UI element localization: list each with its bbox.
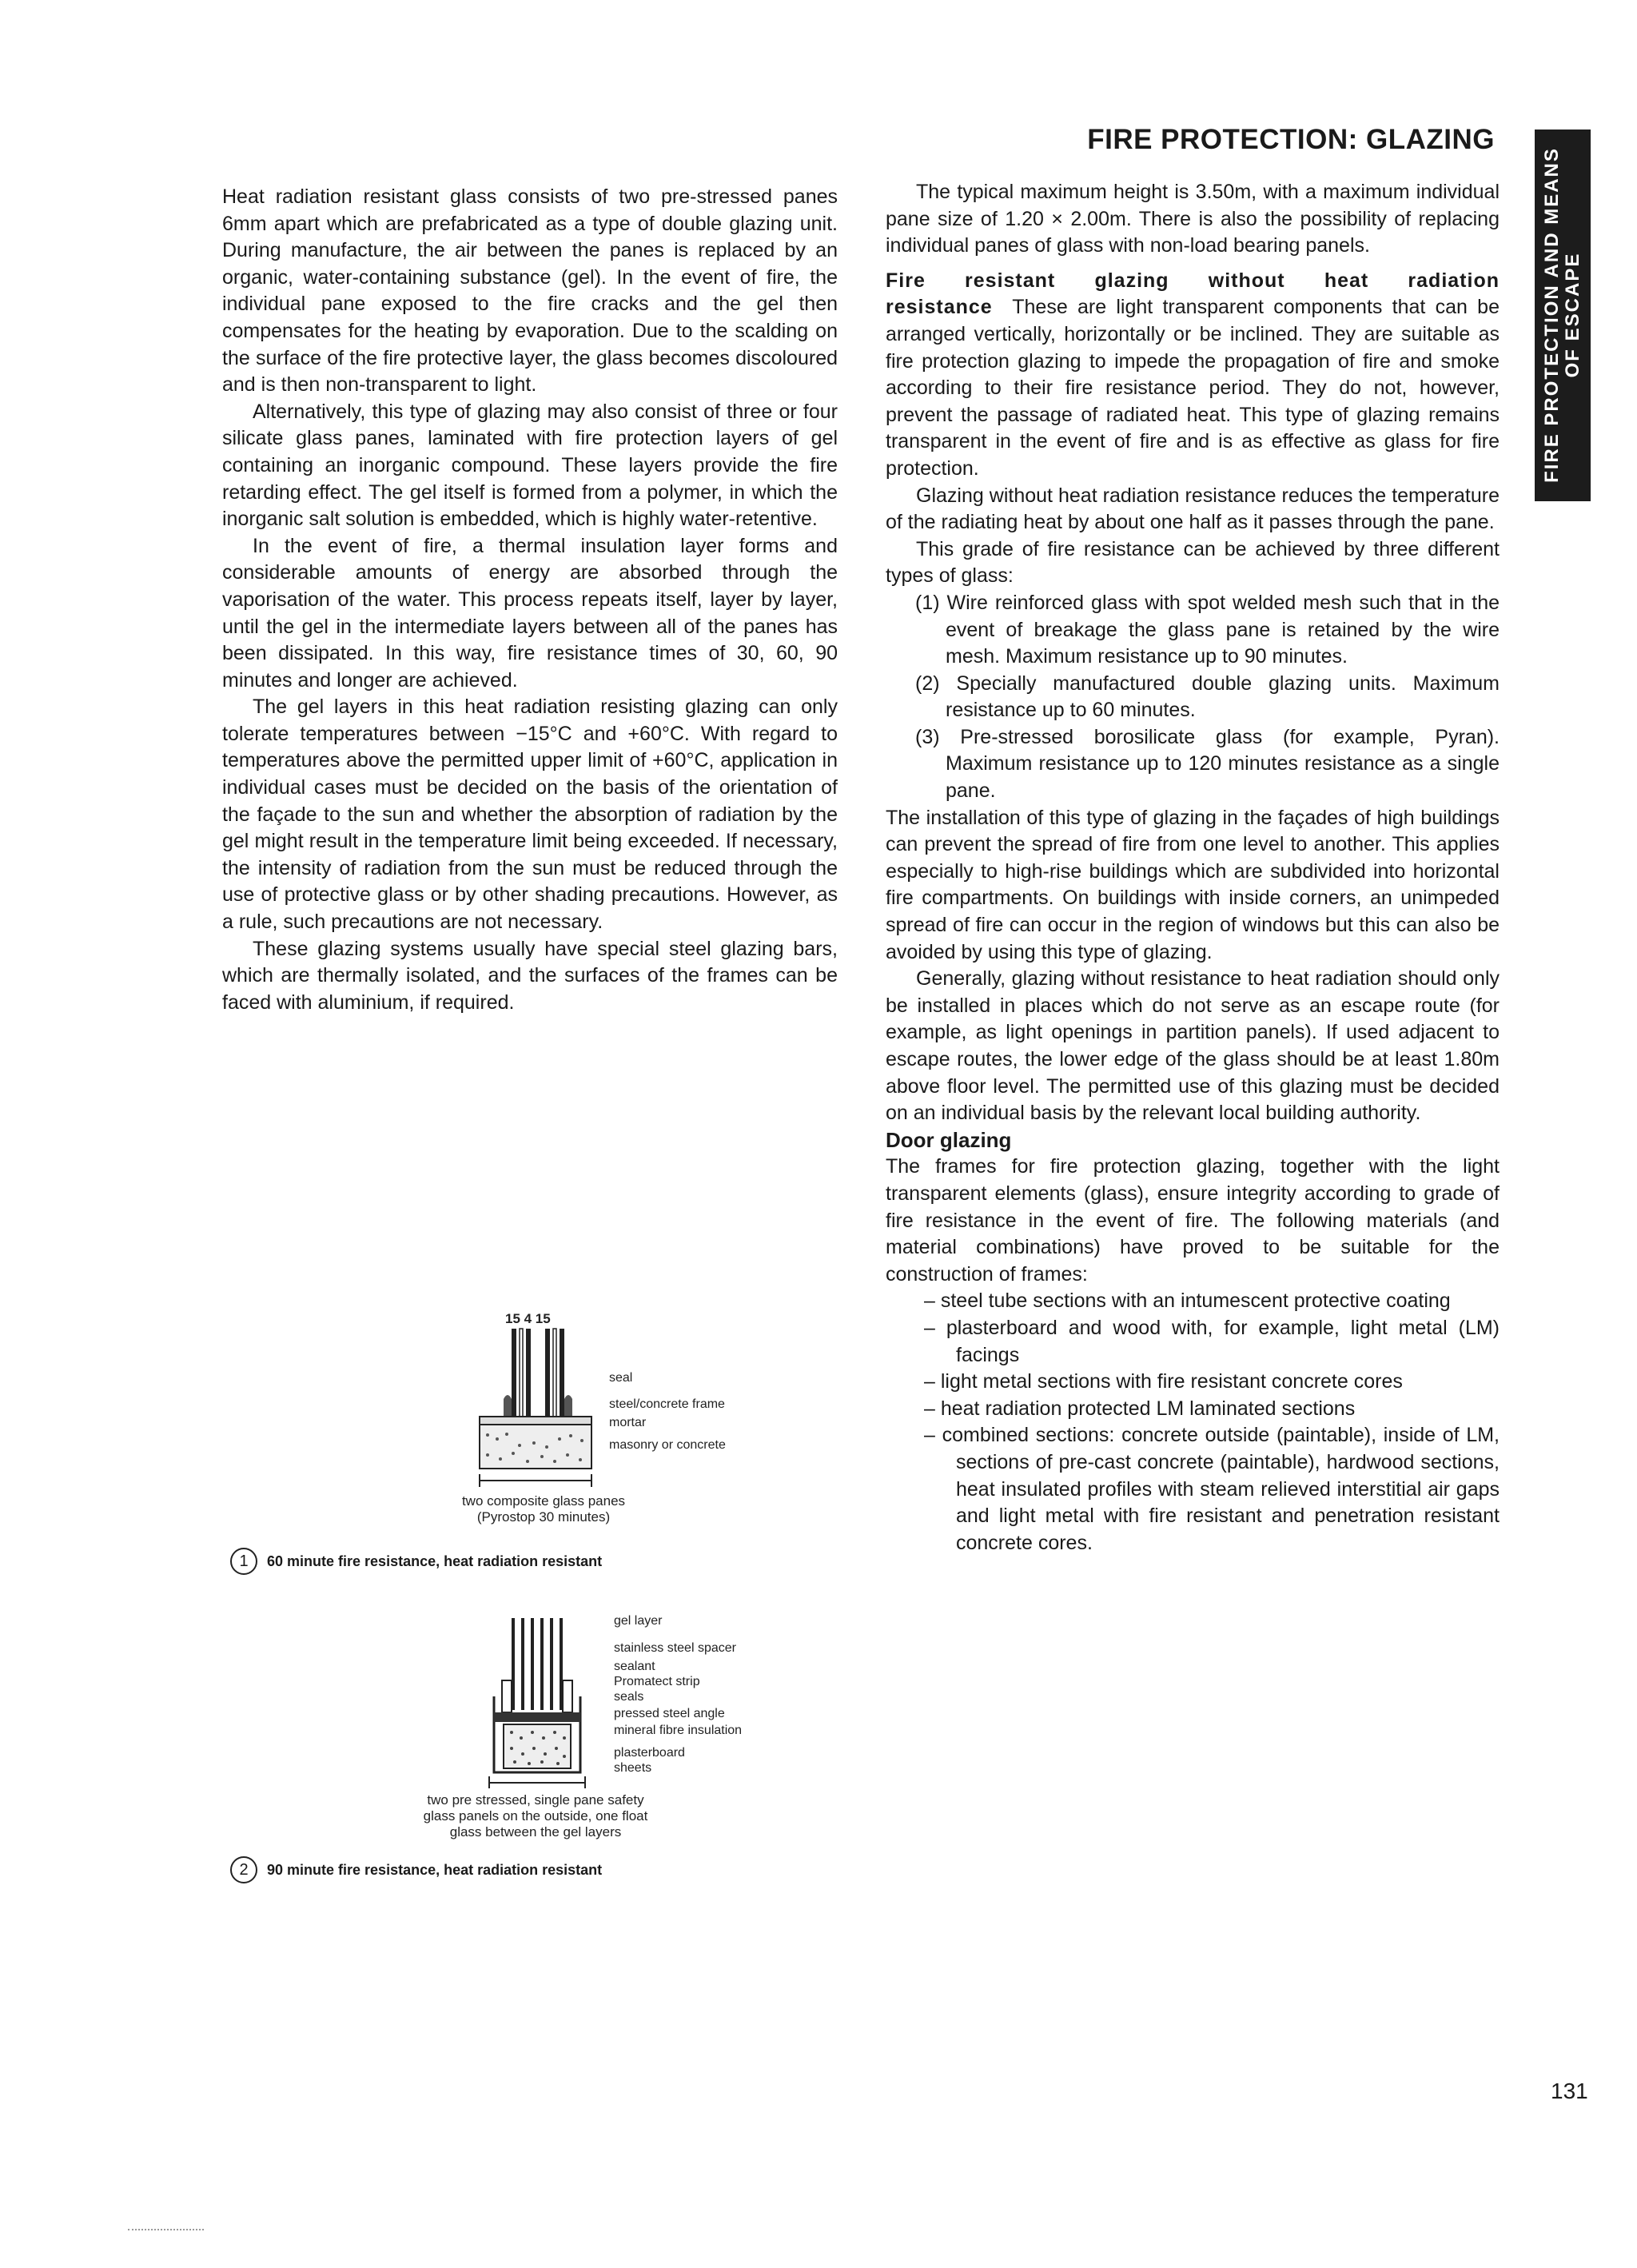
page-title: FIRE PROTECTION: GLAZING — [1087, 124, 1495, 155]
paragraph: The gel layers in this heat radiation resisting glazing can only tolerate temperatures between −15°C and +60°C. With regard to temperatures above the permitted upper limit of +60°C, application in individual cases must be decided on the basis of the orientation of the façade to the sun and whether the absorption of radiation by the gel might result in the temperature limit being exceeded. If necessary, the intensity of radiation from the sun must be reduced through the use of protective glass or by other shading precautions. However, as a rule, such precautions are not necessary. — [222, 696, 838, 934]
figure-2-caption — [392, 1792, 679, 1840]
figure-number-circle: 1 — [230, 1548, 257, 1575]
paragraph: The typical maximum height is 3.50m, with a maximum individual pane size of 1.20 × 2.00m. There is also the possibility of replacing individual panes of glass with non-load bearing panels. — [886, 181, 1500, 257]
footer-mark — [128, 2229, 204, 2230]
figure-2-label: mineral fibre insulation — [614, 1724, 743, 1737]
figure-1-label: seal — [609, 1371, 633, 1385]
figure-1-caption — [416, 1493, 671, 1525]
figure-1-drawing — [472, 1327, 599, 1487]
figure-number-circle: 2 — [230, 1856, 257, 1883]
figure-2-label: sealant — [614, 1660, 655, 1673]
figure-2-label: stainless steel spacer — [614, 1641, 736, 1655]
paragraph-text: These are light transparent components that can be arranged vertically, horizontally or be inclined. They are suitable as fire protection glazing to impede the propagation of fire and smoke according to their fire resistance period. They do not, however, prevent the passage of radiated heat. This type of glazing remains transparent in the event of fire and is as effective as glass for fire protection. — [886, 296, 1500, 480]
paragraph: The frames for fire protection glazing, together with the light transparent elements (glass), ensure integrity according to grade of fire resistance in the event of fire. The following materials (and material combinations) have proved to be suitable for the construction of frames: — [886, 1155, 1500, 1285]
list-item: (2) Specially manufactured double glazing units. Maximum resistance up to 60 minutes. — [915, 672, 1500, 722]
paragraph: Generally, glazing without resistance to heat radiation should only be installed in places which do not serve as an escape route (for example, as light openings in partition panels). If used adjacent to escape routes, the lower edge of the glass should be at least 1.80m above floor level. The permitted use of this glazing must be decided on an individual basis by the relevant local building authority. — [886, 967, 1500, 1125]
figure-title-text: 60 minute fire resistance, heat radiation resistant — [267, 1553, 603, 1569]
figure-2-label: seals — [614, 1690, 644, 1704]
paragraph — [886, 268, 1500, 483]
paragraph: This grade of fire resistance can be achieved by three different types of glass: — [886, 537, 1500, 588]
figure-1-dimension: 15 4 15 — [505, 1311, 551, 1326]
list-item: – light metal sections with fire resistant concrete cores — [924, 1370, 1403, 1393]
paragraph: These glazing systems usually have special steel glazing bars, which are thermally isolated, and the surfaces of the frames can be faced with aluminium, if required. — [222, 937, 838, 1014]
paragraph: Alternatively, this type of glazing may also consist of three or four silicate glass panes, laminated with fire protection layers of gel containing an inorganic compound. These layers provide the fire retarding effect. The gel itself is formed from a polymer, in which the inorganic salt solution is embedded, which is highly water-retentive. — [222, 400, 838, 531]
caption-line: glass between the gel layers — [449, 1824, 622, 1840]
figure-2-label: gel layer — [614, 1614, 663, 1628]
caption-line: (Pyrostop 30 minutes) — [476, 1509, 611, 1525]
list-item: – steel tube sections with an intumescent protective coating — [924, 1289, 1451, 1313]
figure-2-title — [230, 1856, 602, 1883]
paragraph: Heat radiation resistant glass consists of two pre-stressed panes 6mm apart which are prefabricated as a type of double glazing unit. During manufacture, the air between the panes is replaced by an organic, water-containing substance (gel). In the event of fire, the individual pane exposed to the fire cracks and the gel then compensates for the heating by evaporation. Due to the scalding on the surface of the fire protective layer, the glass becomes discoloured and is then non-transparent to light. — [222, 185, 838, 397]
list-item: – combined sections: concrete outside (paintable), inside of LM, sections of pre-cast concrete (paintable), hardwood sections, heat insulated profiles with steam relieved interstitial air gaps and light metal with fire resistant and penetration resistant concrete cores. — [924, 1424, 1500, 1554]
figure-2-label: Promatect strip — [614, 1675, 700, 1688]
figure-2-label: pressed steel angle — [614, 1707, 725, 1720]
paragraph: Glazing without heat radiation resistance reduces the temperature of the radiating heat by about one half as it passes through the pane. — [886, 484, 1500, 534]
right-text-column — [886, 179, 1500, 1557]
figure-title-text: 90 minute fire resistance, heat radiation resistant — [267, 1861, 603, 1878]
list-item: (1) Wire reinforced glass with spot welded mesh such that in the event of breakage the glass pane is retained by the wire mesh. Maximum resistance up to 90 minutes. — [915, 591, 1500, 668]
figure-1-label: masonry or concrete — [609, 1438, 726, 1452]
numbered-list — [886, 590, 1500, 805]
figure-2-label: plasterboard — [614, 1746, 685, 1760]
list-item: – plasterboard and wood with, for example, light metal (LM) facings — [924, 1316, 1500, 1366]
caption-line: two composite glass panes — [461, 1493, 626, 1509]
paragraph: The installation of this type of glazing in the façades of high buildings can prevent the spread of fire from one level to another. This applies especially to high-rise buildings which are subdivided into horizontal fire compartments. On buildings with inside corners, an unimpeded spread of fire can occur in the region of windows but this can also be avoided by using this type of glazing. — [886, 806, 1500, 963]
paragraph: In the event of fire, a thermal insulation layer forms and considerable amounts of energy are absorbed through the vaporisation of the water. This process repeats itself, layer by layer, until the gel in the intermediate layers between all of the panes has been dissipated. In this way, fire resistance times of 30, 60, 90 minutes and longer are achieved. — [222, 534, 838, 692]
list-item: (3) Pre-stressed borosilicate glass (for example, Pyran). Maximum resistance up to 120 minutes resistance as a single pane. — [915, 725, 1500, 803]
dash-list — [886, 1288, 1500, 1557]
caption-line: two pre stressed, single pane safety — [427, 1792, 644, 1808]
caption-line: glass panels on the outside, one float — [423, 1808, 648, 1824]
section-side-tab — [1535, 130, 1591, 501]
page-number: 131 — [1551, 2079, 1588, 2103]
figure-1-label: steel/concrete frame — [609, 1397, 725, 1411]
figure-2-label: sheets — [614, 1761, 652, 1775]
run-in-heading: Fire resistant glazing without heat radiation resistance — [886, 269, 1500, 319]
figure-1-label: mortar — [609, 1416, 647, 1429]
figure-2-drawing — [480, 1616, 607, 1788]
side-tab-label: FIRE PROTECTION AND MEANS OF ESCAPE — [1541, 147, 1583, 483]
section-heading-door-glazing: Door glazing — [886, 1127, 1012, 1152]
list-item: – heat radiation protected LM laminated sections — [924, 1397, 1356, 1420]
left-text-column — [222, 184, 838, 1016]
figure-1-title — [230, 1548, 602, 1575]
